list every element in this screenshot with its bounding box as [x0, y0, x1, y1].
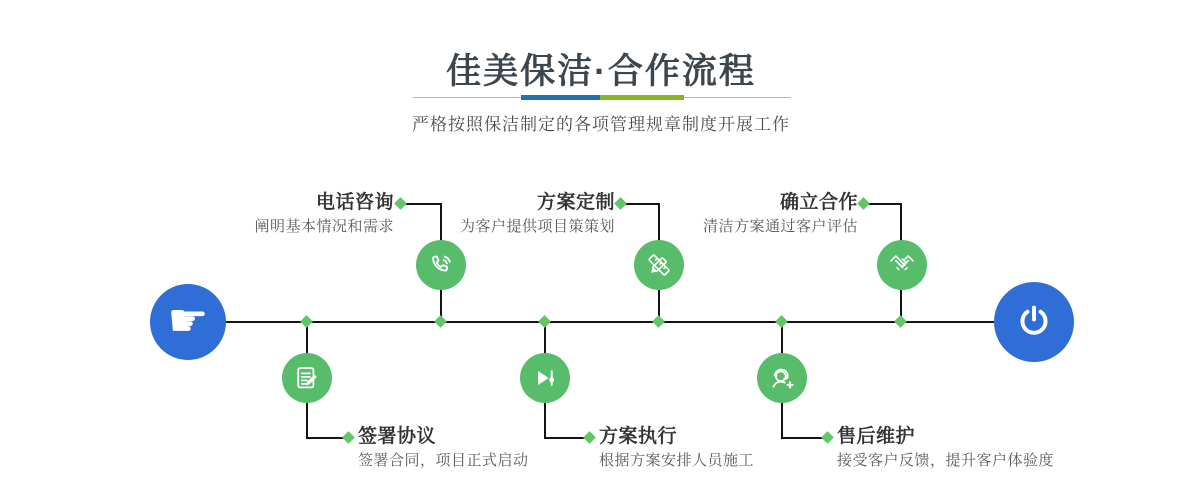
page-subtitle: 严格按照保洁制定的各项管理规章制度开展工作 [412, 115, 790, 134]
diamond-marker [614, 197, 627, 210]
diamond-marker [538, 315, 551, 328]
step-desc: 为客户提供项目策策划 [459, 218, 615, 235]
step-title: 确立合作 [779, 192, 858, 213]
connector-line [306, 402, 308, 439]
diamond-marker [434, 315, 447, 328]
play-slider-icon [531, 364, 559, 392]
diamond-marker [775, 315, 788, 328]
page-title: 佳美保洁·合作流程 [446, 52, 756, 91]
diamond-marker [894, 315, 907, 328]
step-label-aftercare [837, 426, 1117, 470]
step-node-aftercare [757, 353, 807, 403]
diamond-marker [342, 431, 355, 444]
step-node-execute [520, 353, 570, 403]
step-node-design [634, 240, 684, 290]
power-icon [1013, 301, 1055, 343]
step-desc: 接受客户反馈，提升客户体验度 [837, 452, 1055, 469]
start-node [150, 284, 226, 360]
step-title: 方案执行 [599, 426, 678, 447]
timeline-line [226, 321, 994, 323]
step-node-phone [416, 240, 466, 290]
title-divider-green-segment [600, 95, 684, 100]
contract-pen-icon [293, 364, 321, 392]
step-title: 签署协议 [358, 426, 437, 447]
step-desc: 阐明基本情况和需求 [254, 218, 394, 235]
step-desc: 签署合同，项目正式启动 [358, 452, 529, 469]
hand-point-right-icon: ☛ [167, 294, 209, 346]
connector-line [867, 203, 901, 205]
handshake-icon [888, 251, 916, 279]
end-node [994, 282, 1074, 362]
step-title: 电话咨询 [315, 192, 394, 213]
step-label-design [395, 192, 615, 236]
diamond-marker [652, 315, 665, 328]
step-label-phone [174, 192, 394, 236]
diamond-marker [300, 315, 313, 328]
step-title: 售后维护 [837, 426, 916, 447]
step-desc: 清洁方案通过客户评估 [702, 218, 858, 235]
title-divider-blue-segment [521, 95, 600, 100]
step-desc: 根据方案安排人员施工 [599, 452, 755, 469]
pencil-ruler-icon [645, 251, 673, 279]
support-agent-plus-icon [768, 364, 796, 392]
step-node-cooperation [877, 240, 927, 290]
connector-line [900, 203, 902, 241]
step-title: 方案定制 [536, 192, 615, 213]
step-label-cooperation [638, 192, 858, 236]
step-node-contract [282, 353, 332, 403]
phone-icon [427, 251, 455, 279]
step-label-contract [358, 426, 638, 470]
diamond-marker [857, 197, 870, 210]
